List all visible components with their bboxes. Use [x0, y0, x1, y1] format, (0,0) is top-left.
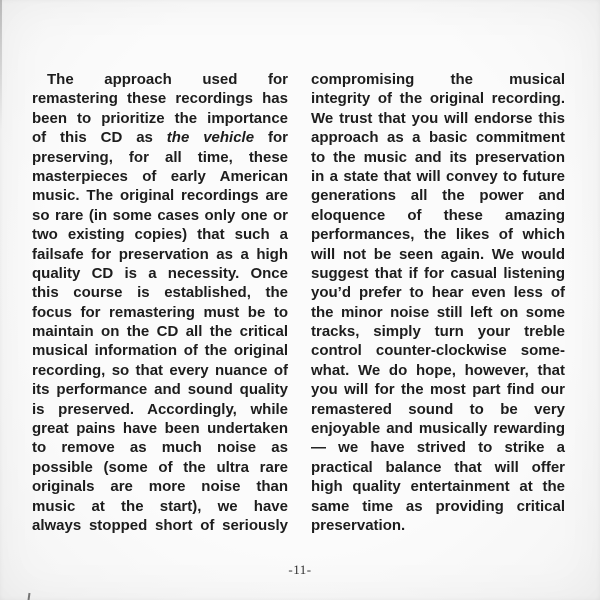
- text-line: [311, 497, 565, 516]
- text-line: [32, 109, 288, 128]
- text-line: [311, 245, 565, 264]
- text-line: [311, 458, 565, 477]
- text-line: [32, 458, 288, 477]
- text-line: [32, 283, 288, 302]
- text-line: [32, 419, 288, 438]
- text-segment: The approach used for: [47, 71, 288, 88]
- text-segment: preservation.: [311, 516, 406, 534]
- text-segment: We trust that you will endorse this: [311, 109, 565, 127]
- text-line: [32, 89, 288, 108]
- text-line: [32, 206, 288, 225]
- scan-mark-artifact: [28, 593, 31, 600]
- text-segment: so rare (in some cases only one or: [32, 206, 288, 224]
- text-line: [311, 89, 565, 108]
- text-segment: suggest that if for casual listening: [311, 264, 565, 282]
- text-line: [32, 516, 288, 535]
- text-line: [32, 361, 288, 380]
- scan-edge-artifact: [0, 0, 2, 130]
- text-segment: possible (some of the ultra rare: [32, 458, 288, 476]
- text-segment: what. We do hope, however, that: [311, 361, 565, 379]
- text-line: [32, 477, 288, 496]
- text-segment: recording, so that every nuance of: [32, 361, 288, 379]
- text-segment: practical balance that will offer: [311, 458, 565, 476]
- text-line: [32, 497, 288, 516]
- page-number: -11-: [288, 562, 312, 577]
- text-segment: music. The original recordings are: [32, 187, 288, 205]
- text-segment: great pains have been undertaken: [32, 420, 288, 438]
- text-line: [311, 341, 565, 360]
- text-segment: focus for remastering must be to: [32, 303, 288, 321]
- text-line: [32, 186, 288, 205]
- text-segment: to remove as much noise as: [32, 439, 288, 457]
- text-segment: of this CD as: [32, 129, 167, 147]
- text-segment: remastering these recordings has: [32, 90, 288, 108]
- text-line: [311, 303, 565, 322]
- text-line: [32, 322, 288, 341]
- text-segment: originals are more noise than: [32, 478, 288, 496]
- text-segment: generations all the power and: [311, 187, 565, 205]
- text-line: [311, 438, 565, 457]
- text-segment: approach as a basic commitment: [311, 129, 565, 147]
- text-segment: remastered sound to be very: [311, 400, 565, 418]
- text-segment: compromising the musical: [311, 71, 565, 88]
- text-line: [311, 400, 565, 419]
- text-segment: the minor noise still left on some: [311, 303, 565, 321]
- text-segment: high quality entertainment at the: [311, 478, 565, 496]
- text-segment: two existing copies) that such a: [32, 226, 288, 244]
- text-line: [311, 380, 565, 399]
- text-line: [311, 283, 565, 302]
- text-segment: is preserved. Accordingly, while: [32, 400, 288, 418]
- text-segment: quality CD is a necessity. Once: [32, 264, 288, 282]
- text-segment: its performance and sound quality: [32, 381, 288, 399]
- text-segment: preserving, for all time, these: [32, 148, 288, 166]
- text-segment: integrity of the original recording.: [311, 90, 565, 108]
- text-segment: masterpieces of early American: [32, 167, 288, 185]
- text-segment: this course is established, the: [32, 284, 288, 302]
- text-segment: eloquence of these amazing: [311, 206, 565, 224]
- text-column-right: [311, 70, 565, 535]
- text-segment: been to prioritize the importance: [32, 109, 288, 127]
- text-segment: failsafe for preservation as a high: [32, 245, 288, 263]
- text-segment: tracks, simply turn your treble: [311, 323, 565, 341]
- text-line: [311, 225, 565, 244]
- text-line: [311, 419, 565, 438]
- text-line: [311, 516, 565, 535]
- text-line: [32, 380, 288, 399]
- text-line: [32, 245, 288, 264]
- text-line: [311, 264, 565, 283]
- text-line: [311, 361, 565, 380]
- text-line: [32, 303, 288, 322]
- text-segment: music at the start), we have: [32, 497, 288, 515]
- text-segment: will not be seen again. We would: [311, 245, 565, 263]
- text-segment: performances, the likes of which: [311, 226, 565, 244]
- text-line: [311, 70, 565, 89]
- text-column-left: [32, 70, 288, 535]
- text-segment: control counter-clockwise some-: [311, 342, 565, 360]
- text-line: [311, 148, 565, 167]
- text-line: [32, 341, 288, 360]
- text-segment: for: [254, 129, 288, 147]
- text-segment: same time as providing critical: [311, 497, 565, 515]
- text-line: [311, 186, 565, 205]
- text-line: [32, 167, 288, 186]
- text-segment: always stopped short of seriously: [32, 516, 288, 534]
- text-segment: maintain on the CD all the critical: [32, 323, 288, 341]
- text-segment: in a state that will convey to future: [311, 167, 565, 185]
- text-line: [32, 148, 288, 167]
- italic-text-segment: the vehicle: [166, 129, 255, 147]
- text-line: [311, 109, 565, 128]
- text-segment: you will for the most part find our: [311, 381, 565, 399]
- text-line: [311, 322, 565, 341]
- text-line: [311, 206, 565, 225]
- text-line: [32, 264, 288, 283]
- text-line: [311, 477, 565, 496]
- text-line: [32, 438, 288, 457]
- text-segment: enjoyable and musically rewarding: [311, 420, 565, 438]
- text-segment: to the music and its preservation: [311, 148, 565, 166]
- text-segment: you’d prefer to hear even less of: [311, 284, 565, 302]
- text-line: [32, 128, 288, 147]
- text-segment: — we have strived to strike a: [311, 439, 565, 457]
- text-line: [32, 400, 288, 419]
- text-line: [32, 225, 288, 244]
- text-segment: musical information of the original: [32, 342, 288, 360]
- text-line: [311, 167, 565, 186]
- text-line: [32, 70, 288, 89]
- text-line: [311, 128, 565, 147]
